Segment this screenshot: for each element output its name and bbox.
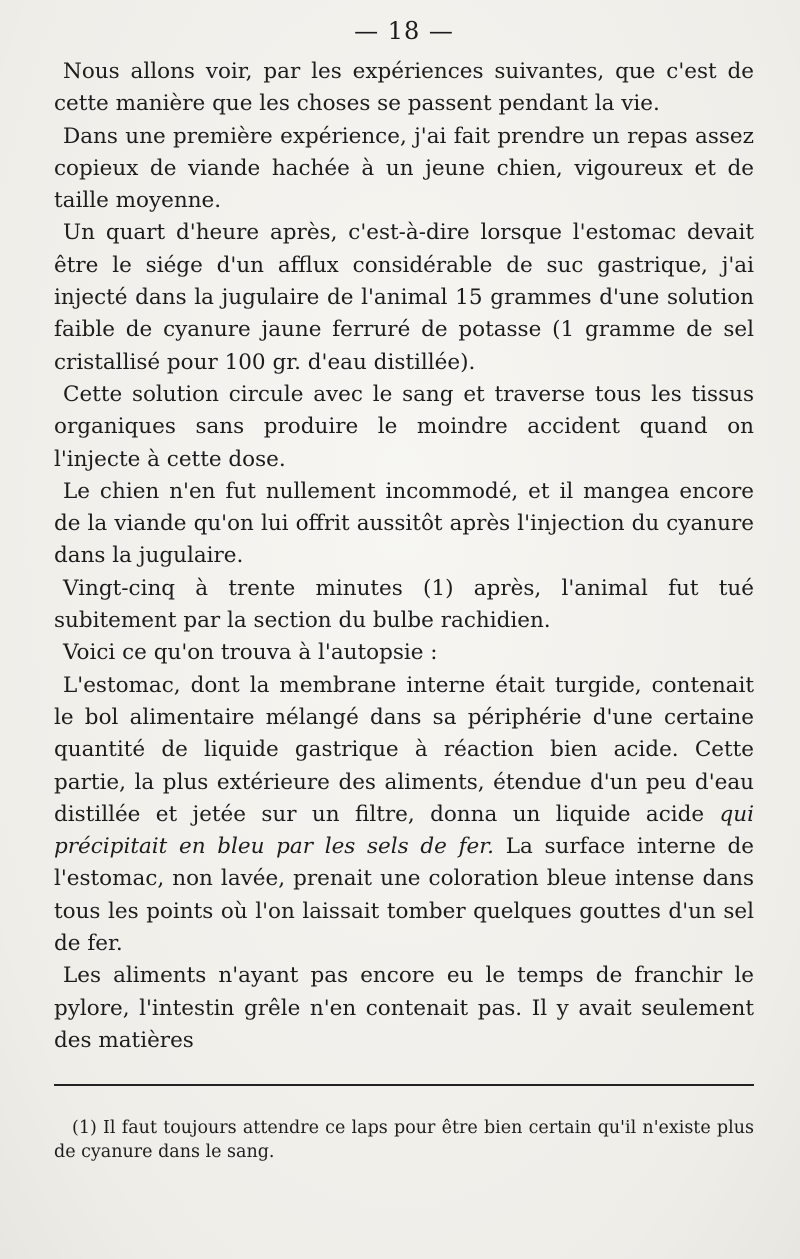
italic-phrase: qui précipitait en bleu par les sels de fer. [54,801,754,860]
paragraph [54,670,754,961]
paragraph: Vingt-cinq à trente minutes (1) après, l'animal fut tué subitement par la section du bulbe rachidien. [54,575,754,634]
footnote-separator [54,1084,754,1086]
paragraph: Voici ce qu'on trouva à l'autopsie : [63,640,438,666]
paragraph: Cette solution circule avec le sang et traverse tous les tissus organiques sans produire le moindre accident quand on l'injecte à cette dose. [54,381,754,472]
body-text [54,56,754,1057]
paragraph: Les aliments n'ayant pas encore eu le temps de franchir le pylore, l'intestin grêle n'en contenait pas. Il y avait seulement des matières [54,963,754,1053]
footnote: (1) Il faut toujours attendre ce laps pour être bien certain qu'il n'existe plus de cyanure dans le sang. [54,1118,754,1163]
paragraph: Dans une première expérience, j'ai fait prendre un repas assez copieux de viande hachée à un jeune chien, vigoureux et de taille moyenne. [54,123,754,214]
paragraph-text: La surface interne de l'estomac, non lavée, prenait une coloration bleue intense dans tous les points où l'on laissait tomber quelques gouttes d'un sel de fer. [54,834,754,957]
paragraph: Nous allons voir, par les expériences suivantes, que c'est de cette manière que les choses se passent pendant la vie. [54,59,754,117]
paragraph-text: L'estomac, dont la membrane interne était turgide, contenait le bol alimentaire mélangé dans sa périphérie d'une certaine quantité de liquide gastrique à réaction bien acide. Cette partie, la plus extérieure des aliments, étendue d'un peu d'eau distillée et jetée sur un filtre, donna un liquide acide [54,672,754,827]
page-number: — 18 — [354,17,454,45]
paragraph: Le chien n'en fut nullement incommodé, et il mangea encore de la viande qu'on lui offrit aussitôt après l'injection du cyanure dans la jugulaire. [54,478,754,569]
paragraph: Un quart d'heure après, c'est-à-dire lorsque l'estomac devait être le siége d'un afflux considérable de suc gastrique, j'ai injecté dans la jugulaire de l'animal 15 grammes d'une solution faible de cyanure jaune ferruré de potasse (1 gramme de sel cristallisé pour 100 gr. d'eau distillée). [54,220,754,375]
